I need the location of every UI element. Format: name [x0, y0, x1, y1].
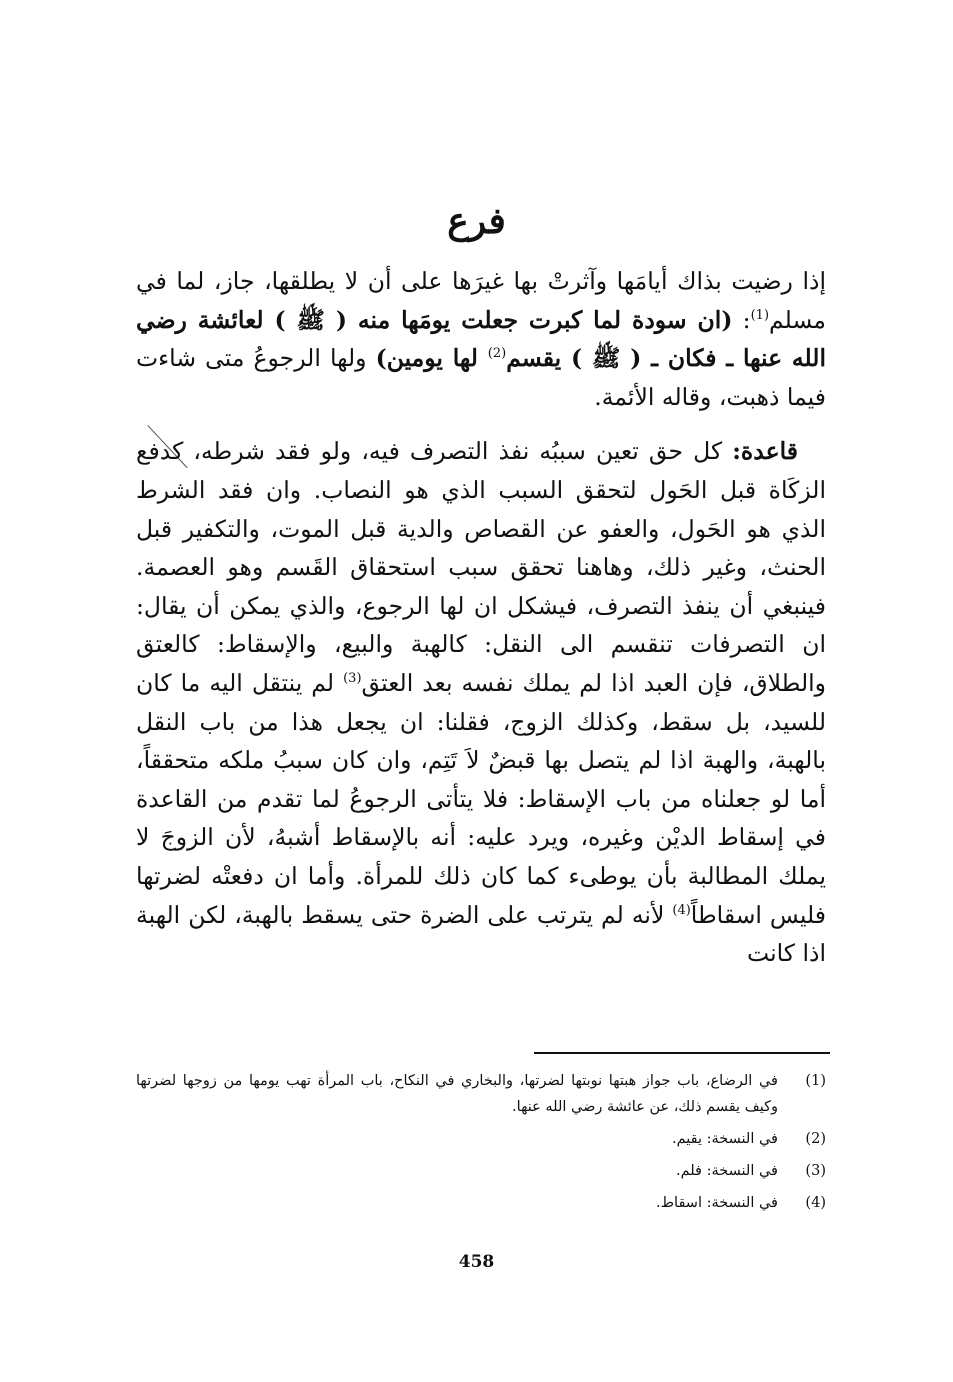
footnote-item — [136, 1158, 826, 1184]
footnote-divider — [534, 1052, 830, 1054]
footnote-number: (2) — [805, 1131, 826, 1147]
rule-label: قاعدة: — [732, 437, 798, 466]
footnote-number: (3) — [805, 1163, 826, 1179]
paragraph-1-text-b: : — [732, 305, 751, 334]
footnote-ref-4: (4) — [672, 902, 691, 918]
footnotes — [136, 1068, 826, 1216]
paragraph-2 — [136, 432, 826, 972]
footnote-text: في النسخة: يقيم. — [671, 1131, 778, 1147]
footnote-item — [136, 1190, 826, 1216]
paragraph-1-text-c: ولها الرجوعُ متى شاءت فيما ذهبت، وقاله الأئمة. — [136, 344, 826, 411]
paragraph-1-text-a: إذا رضيت بذاك أيامَها وآثرتْ بها غيرَها على أن لا يطلقها، جاز، لما في مسلم — [136, 267, 827, 334]
footnote-text: في الرضاع، باب جواز هبتها نوبتها لضرتها، والبخاري في النكاح، باب المرأة تهب يومها من زوجها لضرتها وكيف يقسم ذلك، عن عائشة رضي الله عنها. — [136, 1073, 778, 1115]
footnote-text: في النسخة: اسقاط. — [656, 1195, 778, 1211]
paragraph-2-text-b: لم ينتقل اليه ما كان للسيد، بل سقط، وكذلك الزوج، فقلنا: ان يجعل هذا من باب النقل بالهبة، والهبة اذا لم يتصل بها قبضٌ لاَ تَتِم، وان كان سببُ ملكه متحققاً، أما لو جعلناه من باب الإسقاط: فلا يتأتى الرجوعُ لما تقدم من القاعدة في إسقاط الديْن وغيره، ويرد عليه: أنه بالإسقاط أشبهُ، لأن الزوجَ لا يملك المطالبة بأن يوطىء كما كان ذلك للمرأة. وأما ان دفعتْه لضرتها فليس اسقاطاً — [136, 668, 826, 929]
footnote-item — [136, 1068, 826, 1120]
hadith-quote-a: (ان سودة لما كبرت جعلت يومَها منه ( ﷺ ) لعائشة رضي الله عنها ـ فكان ـ ( ﷺ ) يقسم — [136, 305, 826, 373]
paragraph-2-text-c: لأنه لم يترتب على الضرة حتى يسقط بالهبة، لكن الهبة اذا كانت — [136, 900, 826, 968]
footnote-text: في النسخة: فلم. — [675, 1163, 778, 1179]
paragraph-1 — [136, 262, 826, 416]
hadith-quote-b: لها يومين) — [375, 344, 488, 373]
footnote-ref-2: (2) — [487, 346, 507, 362]
footnote-number: (4) — [805, 1195, 826, 1211]
page-number: 458 — [458, 1252, 495, 1272]
footnote-item — [136, 1126, 826, 1152]
footnote-ref-3: (3) — [343, 671, 362, 687]
footnote-number: (1) — [805, 1073, 826, 1089]
footnote-ref-1: (1) — [750, 307, 770, 323]
main-text — [136, 262, 826, 973]
section-heading: فرع — [447, 200, 506, 242]
paragraph-2-text-a: كل حق تعين سببُه نفذ التصرف فيه، ولو فقد شرطه، كدفع الزكَاة قبل الحَول لتحقق السبب الذي هو النصاب. وان فقد الشرط الذي هو الحَول، والعفو عن القصاص والدية قبل الموت، والتكفير قبل الحنث، وغير ذلك، وهاهنا تحقق سبب استحقاق القَسم وهو العصمة. فينبغي أن ينفذ التصرف، فيشكل ان لها الرجوع، والذي يمكن أن يقال: ان التصرفات تنقسم الى النقل: كالهبة والبيع، والإسقاط: كالعتق والطلاق، فإن العبد اذا لم يملك نفسه بعد العتق — [136, 437, 826, 697]
